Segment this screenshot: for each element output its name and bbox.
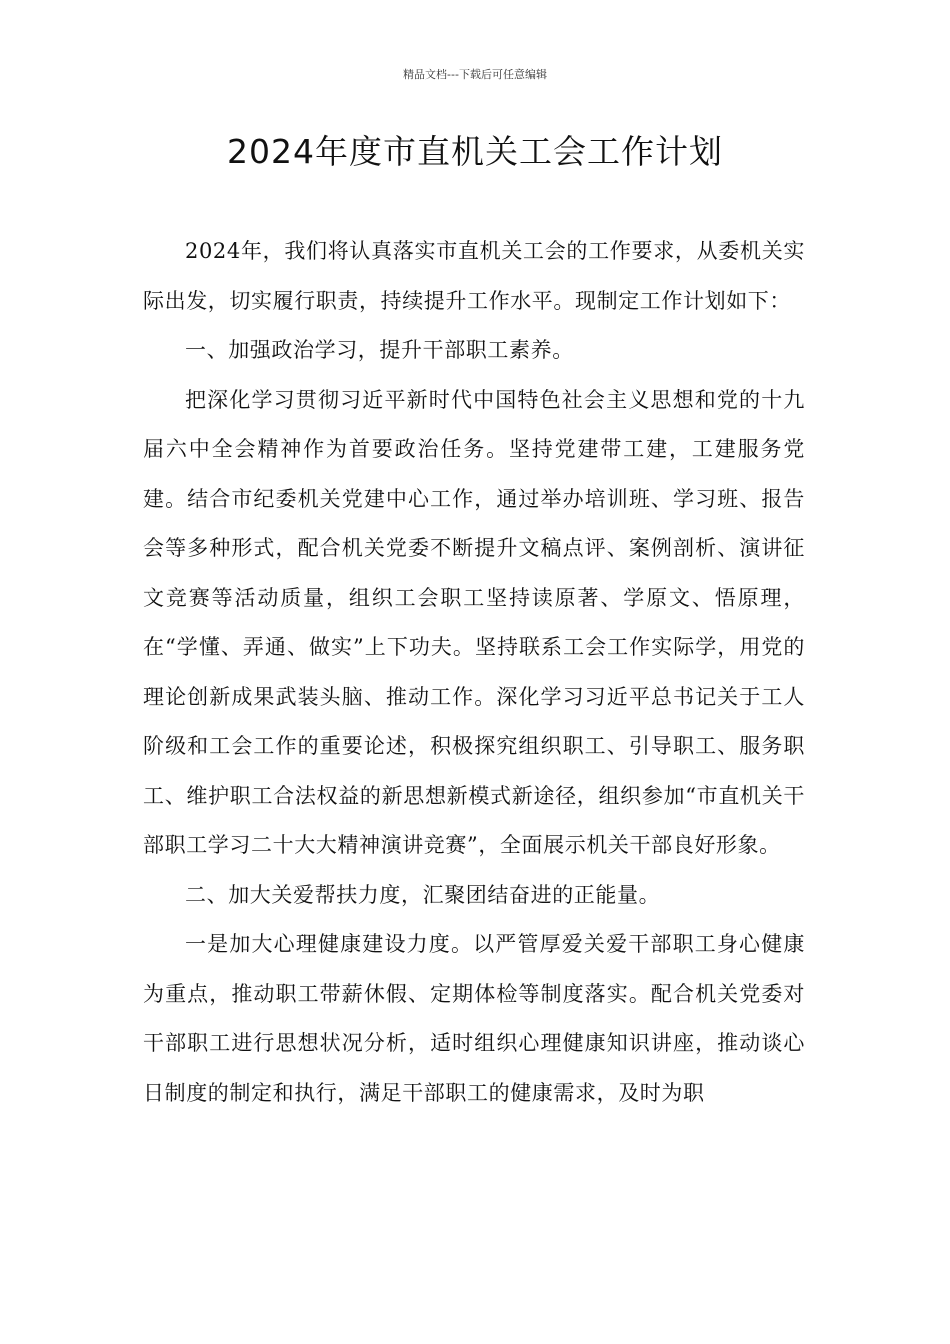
section-heading-1: 一、加强政治学习，提升干部职工素养。	[185, 338, 574, 362]
header-note: 精品文档---下载后可任意编辑	[403, 68, 547, 81]
paragraph-section-1: 把深化学习贯彻习近平新时代中国特色社会主义思想和党的十九届六中全会精神作为首要政治任务。坚持党建带工建，工建服务党建。结合市纪委机关党建中心工作，通过举办培训班、学习班、报告会等多种形式，配合机关党委不断提升文稿点评、案例剖析、演讲征文竞赛等活动质量，组织工会职工坚持读原著、学原文、悟原理，在“学懂、弄通、做实”上下功夫。坚持联系工会工作实际学，用党的理论创新成果武装头脑、推动工作。深化学习习近平总书记关于工人阶级和工会工作的重要论述，积极探究组织职工、引导职工、服务职工、维护职工合法权益的新思想新模式新途径，组织参加“市直机关干部职工学习二十大大精神演讲竞赛”，全面展示机关干部良好形象。	[143, 387, 805, 857]
document-body	[143, 227, 805, 1118]
document-title: 2024年度市直机关工会工作计划	[227, 132, 723, 171]
paragraph-section-2-item-1: 一是加大心理健康建设力度。以严管厚爱关爱干部职工身心健康为重点，推动职工带薪休假、定期体检等制度落实。配合机关党委对干部职工进行思想状况分析，适时组织心理健康知识讲座，推动谈心日制度的制定和执行，满足干部职工的健康需求，及时为职	[143, 932, 805, 1105]
section-heading-2: 二、加大关爱帮扶力度，汇聚团结奋进的正能量。	[185, 882, 661, 907]
paragraph-intro: 2024年，我们将认真落实市直机关工会的工作要求，从委机关实际出发，切实履行职责，持续提升工作水平。现制定工作计划如下：	[143, 239, 805, 313]
